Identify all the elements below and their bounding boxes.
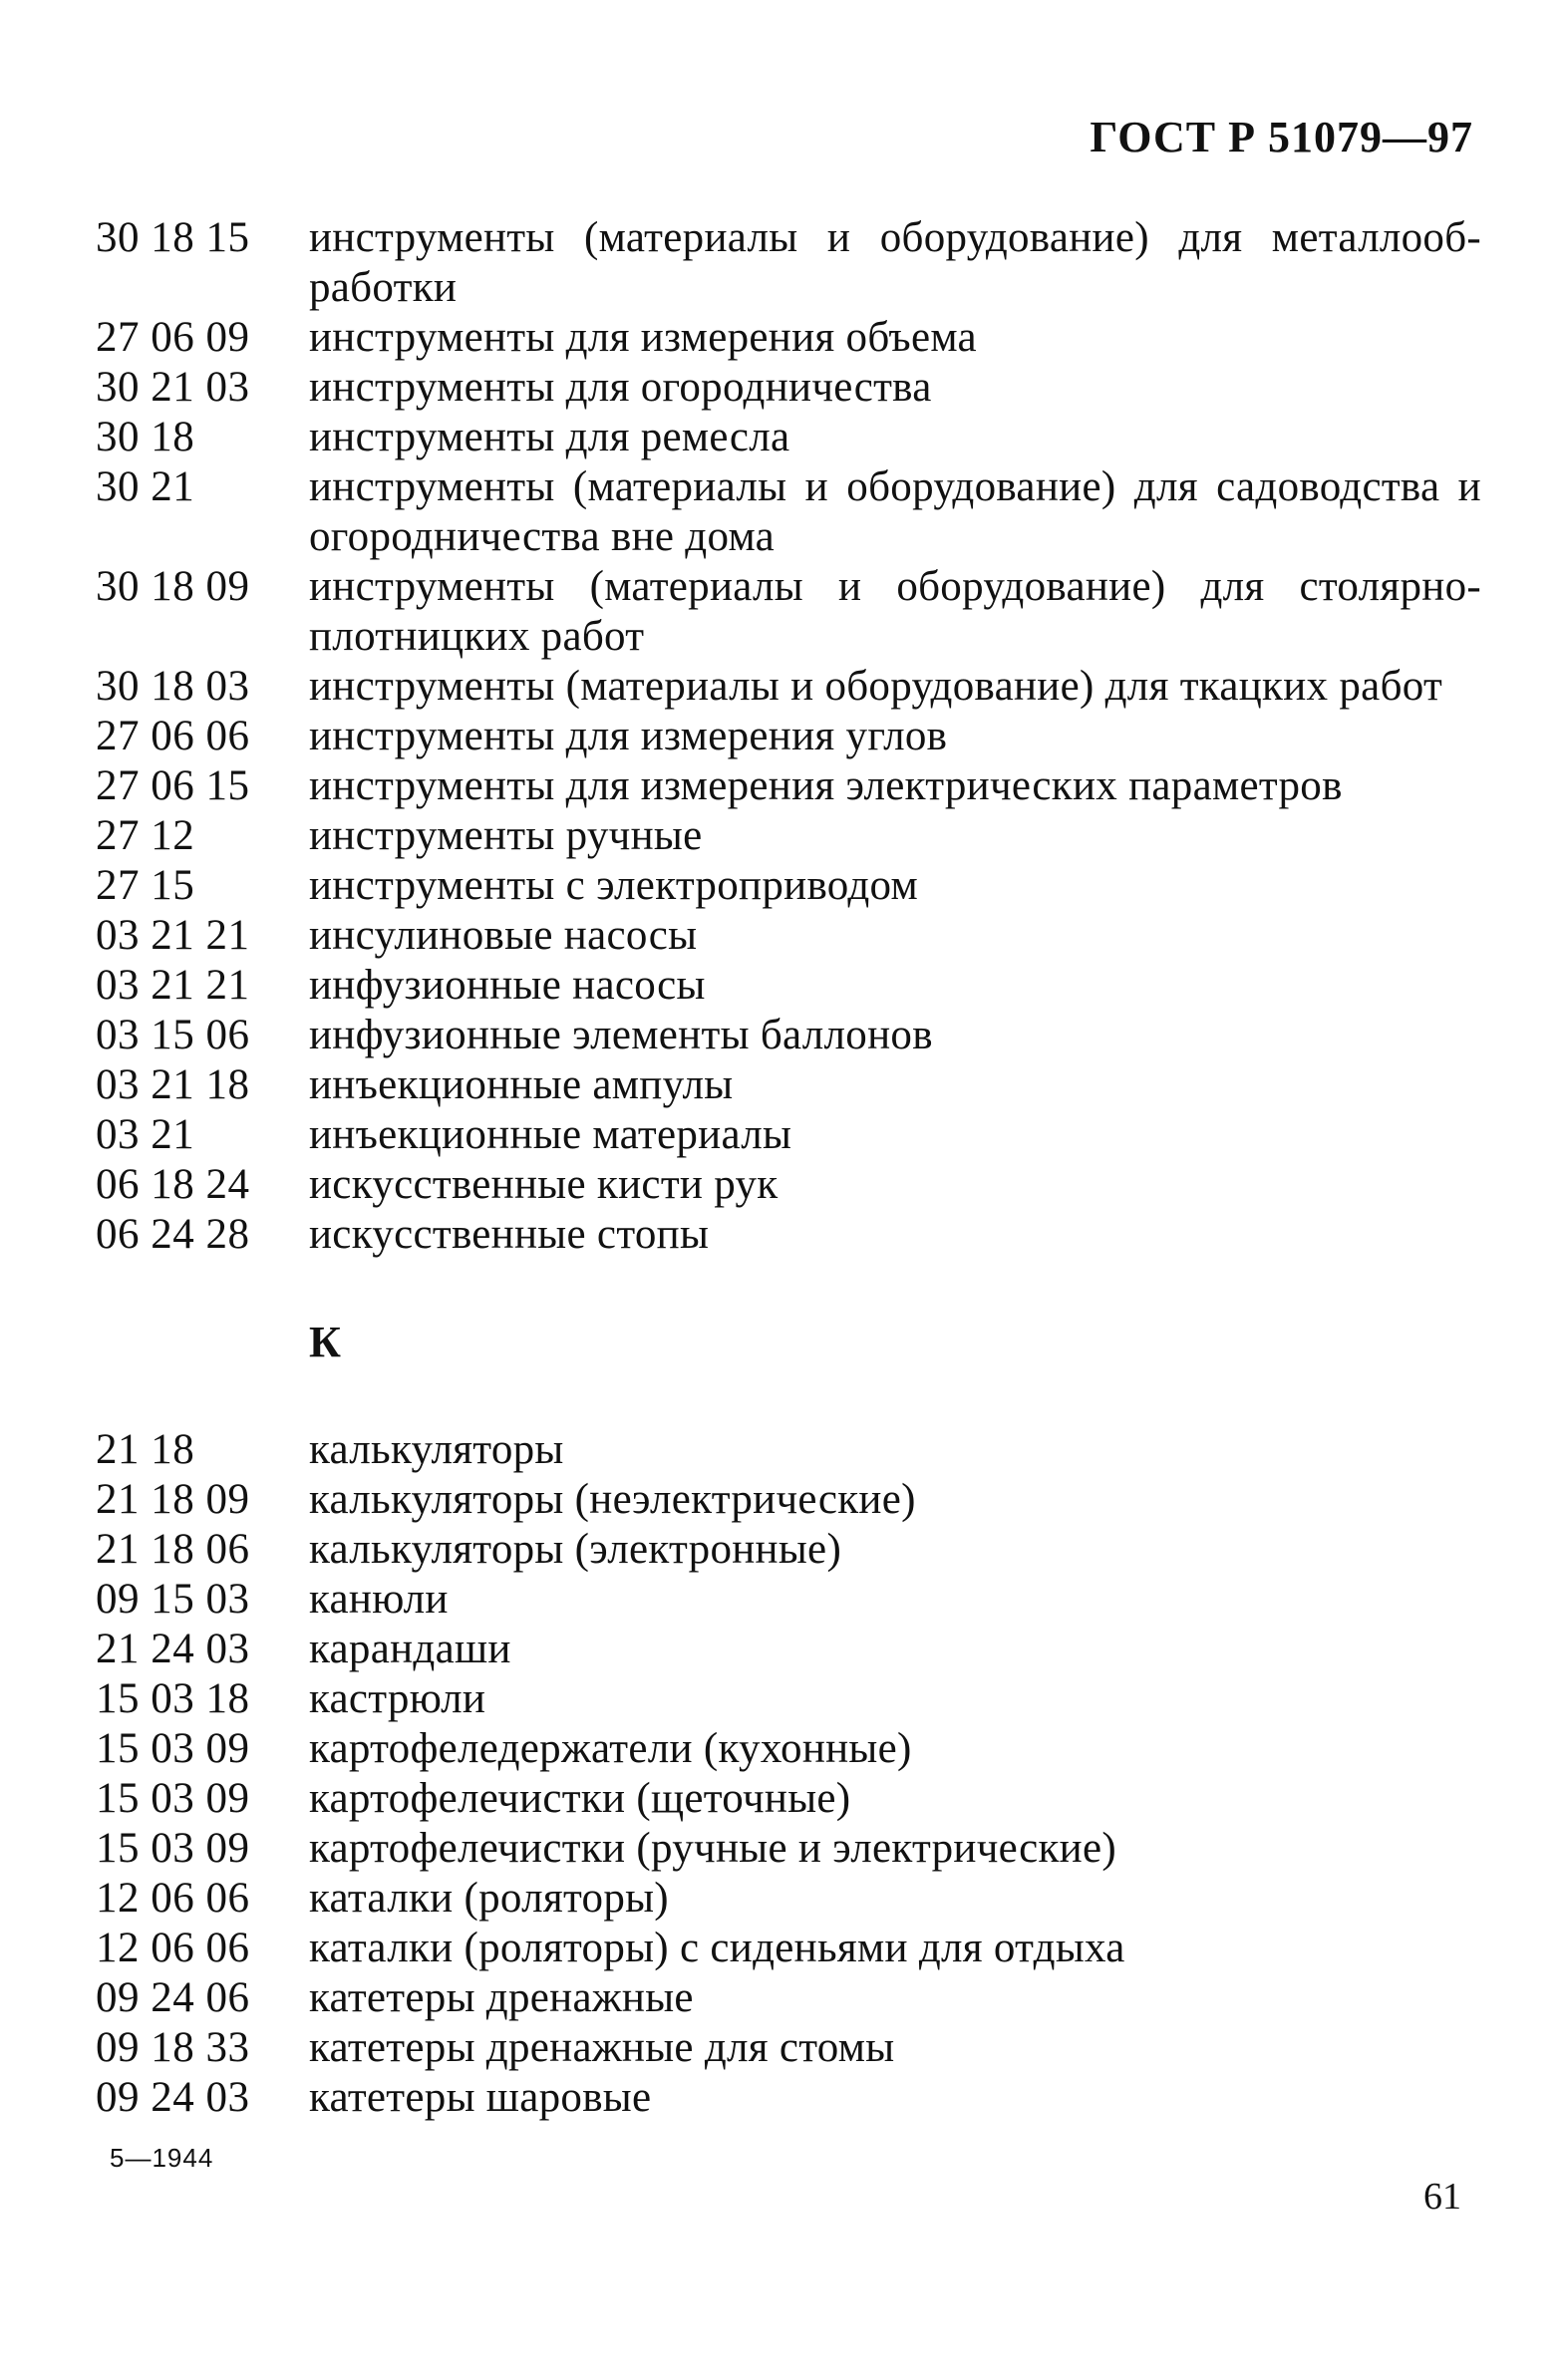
entry-code: 03 21 18	[96, 1061, 250, 1108]
entry-code: 06 24 28	[96, 1211, 250, 1258]
entry-term: картофелечистки (ручные и электрические)	[309, 1825, 1116, 1872]
index-entry	[96, 1625, 1481, 1674]
entry-code: 30 21	[96, 463, 195, 510]
entry-code: 21 24 03	[96, 1626, 250, 1672]
entry-term: инструменты для измерения объема	[309, 314, 977, 361]
entry-code: 03 21 21	[96, 962, 250, 1009]
entry-term: картофелечистки (щеточные)	[309, 1775, 851, 1822]
index-entry	[96, 761, 1481, 811]
entry-term: инсулиновые насосы	[309, 912, 698, 959]
index-entry	[96, 1575, 1481, 1625]
index-entry	[96, 413, 1481, 462]
entry-code: 03 21	[96, 1111, 195, 1158]
entry-code: 21 18 09	[96, 1476, 250, 1523]
entry-term: каталки (роляторы) с сиденьями для отдыха	[309, 1925, 1125, 1971]
entry-term: калькуляторы	[309, 1426, 564, 1473]
entry-code: 03 15 06	[96, 1012, 250, 1058]
entry-code: 30 18	[96, 414, 195, 460]
index-entry	[96, 1011, 1481, 1060]
page-header-standard: ГОСТ Р 51079—97	[1090, 113, 1473, 161]
entry-code: 27 06 06	[96, 713, 250, 759]
entry-term: картофеледержатели (кухонные)	[309, 1725, 912, 1772]
entry-code: 27 12	[96, 812, 195, 859]
entry-code: 09 24 03	[96, 2074, 250, 2121]
index-entry	[96, 1210, 1481, 1260]
entry-term: инфузионные элементы баллонов	[309, 1012, 933, 1058]
entry-term: инструменты для огородничества	[309, 364, 932, 411]
index-entry	[96, 2023, 1481, 2073]
entry-term: инструменты для ремесла	[309, 414, 790, 460]
entry-code: 15 03 09	[96, 1825, 250, 1872]
page-number: 61	[1423, 2176, 1461, 2218]
index-entry	[96, 1824, 1481, 1874]
entries-before-section	[96, 213, 1481, 1260]
entry-term: инструменты с электроприводом	[309, 862, 918, 909]
entry-code: 27 15	[96, 862, 195, 909]
entry-term: каталки (роляторы)	[309, 1875, 669, 1922]
index-list	[96, 213, 1481, 2123]
entry-term: инфузионные насосы	[309, 962, 706, 1009]
entry-code: 03 21 21	[96, 912, 250, 959]
entry-code: 27 06 15	[96, 762, 250, 809]
index-entry	[96, 1674, 1481, 1724]
entry-term: инструменты для измерения электрических параметров	[309, 762, 1343, 809]
entry-term: инструменты для измерения углов	[309, 713, 948, 759]
entry-code: 09 15 03	[96, 1576, 250, 1623]
index-entry	[96, 811, 1481, 861]
entry-term: калькуляторы (электронные)	[309, 1526, 842, 1573]
index-entry	[96, 961, 1481, 1011]
entry-code: 12 06 06	[96, 1875, 250, 1922]
entry-term: катетеры дренажные	[309, 1974, 694, 2021]
index-entry	[96, 1924, 1481, 1973]
entry-code: 30 18 15	[96, 214, 250, 261]
entry-term: карандаши	[309, 1626, 511, 1672]
index-entry	[96, 861, 1481, 911]
index-entry	[96, 1874, 1481, 1924]
index-entry	[96, 1525, 1481, 1575]
entry-term: катетеры дренажные для стомы	[309, 2024, 895, 2071]
section-letter-heading: К	[309, 1318, 341, 1366]
entry-term: канюли	[309, 1576, 449, 1623]
index-entry	[96, 1724, 1481, 1774]
entry-code: 15 03 09	[96, 1725, 250, 1772]
entry-term: инъекционные ампулы	[309, 1061, 734, 1108]
index-entry	[96, 1110, 1481, 1160]
entry-term: инъекционные материалы	[309, 1111, 792, 1158]
entry-term: инструменты (материалы и оборудование) для столярно-плотницких работ	[309, 563, 1481, 660]
entry-term: инструменты (материалы и оборудование) для ткацких работ	[309, 663, 1443, 710]
entry-code: 21 18 06	[96, 1526, 250, 1573]
entry-term: катетеры шаровые	[309, 2074, 652, 2121]
entry-code: 21 18	[96, 1426, 195, 1473]
entry-code: 30 21 03	[96, 364, 250, 411]
entry-code: 12 06 06	[96, 1925, 250, 1971]
index-entry	[96, 911, 1481, 961]
entry-term: искусственные кисти рук	[309, 1161, 779, 1208]
entry-code: 15 03 18	[96, 1675, 250, 1722]
index-entry	[96, 1160, 1481, 1210]
index-entry	[96, 1774, 1481, 1824]
print-mark: 5—1944	[110, 2143, 214, 2173]
entry-term: кастрюли	[309, 1675, 486, 1722]
entry-code: 30 18 09	[96, 563, 250, 610]
entry-term: инструменты (материалы и оборудование) для садоводства и огородничества вне дома	[309, 463, 1481, 560]
index-entry	[96, 313, 1481, 363]
entries-after-section	[96, 1425, 1481, 2123]
index-entry	[96, 712, 1481, 761]
index-entry	[96, 213, 1481, 313]
index-entry	[96, 1060, 1481, 1110]
index-entry	[96, 1475, 1481, 1525]
index-entry	[96, 462, 1481, 562]
entry-code: 27 06 09	[96, 314, 250, 361]
entry-code: 06 18 24	[96, 1161, 250, 1208]
index-entry	[96, 562, 1481, 662]
entry-code: 09 18 33	[96, 2024, 250, 2071]
index-entry	[96, 1425, 1481, 1475]
entry-code: 30 18 03	[96, 663, 250, 710]
entry-code: 15 03 09	[96, 1775, 250, 1822]
index-entry	[96, 2073, 1481, 2123]
entry-term: инструменты ручные	[309, 812, 703, 859]
index-entry	[96, 1973, 1481, 2023]
entry-code: 09 24 06	[96, 1974, 250, 2021]
entry-term: инструменты (материалы и оборудование) для металлооб-работки	[309, 214, 1481, 311]
entry-term: калькуляторы (неэлектрические)	[309, 1476, 916, 1523]
index-entry	[96, 363, 1481, 413]
entry-term: искусственные стопы	[309, 1211, 710, 1258]
index-entry	[96, 662, 1481, 712]
